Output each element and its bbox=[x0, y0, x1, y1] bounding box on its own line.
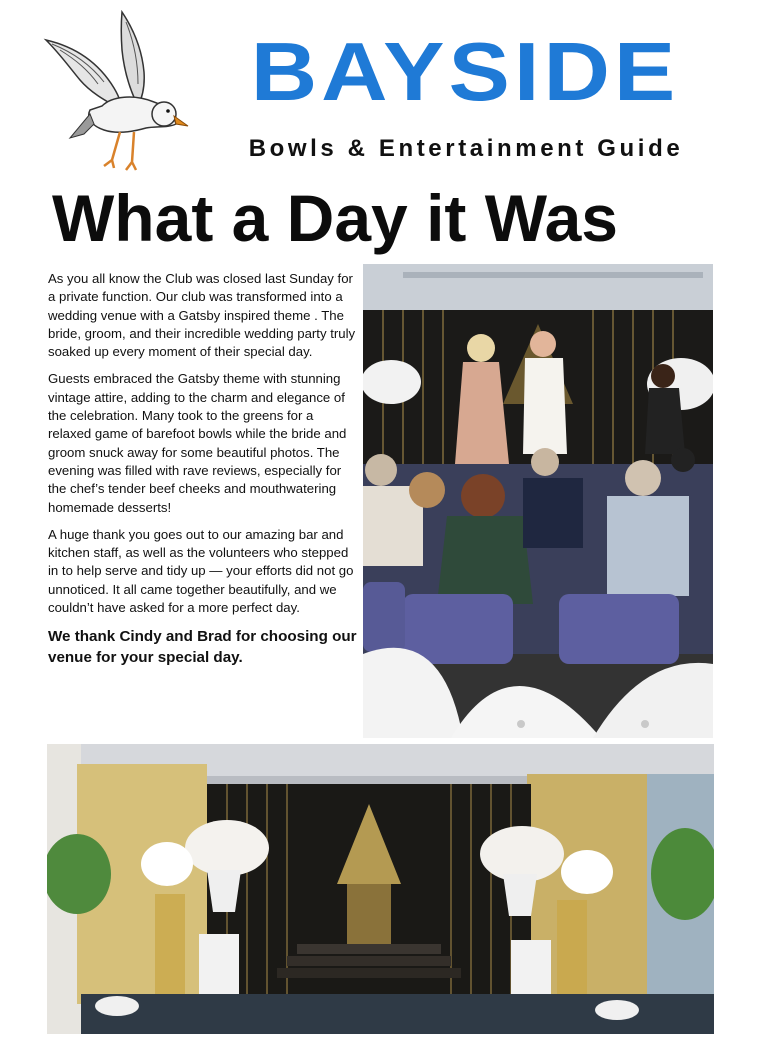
gatsby-stage-decor-photo bbox=[47, 744, 714, 1034]
article-paragraph: A huge thank you goes out to our amazing bar and kitchen staff, as well as the volunteers who stepped in to help serve and tidy up — your efforts did not go unnoticed. It all came together beautifully, and we couldn’t have asked for a more perfect day. bbox=[48, 526, 354, 616]
brand-tagline: Bowls & Entertainment Guide bbox=[248, 135, 684, 162]
article-headline: What a Day it Was bbox=[52, 181, 618, 255]
thank-you-note: We thank Cindy and Brad for choosing our venue for your special day. bbox=[48, 628, 357, 667]
article-paragraph: As you all know the Club was closed last Sunday for a private function. Our club was transformed into a wedding venue with a Gatsby inspired theme . The bride, groom, and their incredible wedding party truly soaked up every moment of their special day. bbox=[48, 271, 356, 360]
brand-title: BAYSIDE bbox=[250, 26, 680, 118]
seagull-logo-icon bbox=[42, 10, 192, 178]
article-paragraph: Guests embraced the Gatsby theme with stunning vintage attire, adding to the charm and elegance of the celebration. Many took to the greens for a relaxed game of barefoot bowls while the bride and groom snuck away for some beautiful photos. The evening was filled with rave reviews, especially for the chef’s tender beef cheeks and mouthwatering homemade desserts! bbox=[48, 371, 347, 515]
article-body bbox=[48, 270, 358, 735]
wedding-ceremony-photo bbox=[363, 264, 713, 738]
